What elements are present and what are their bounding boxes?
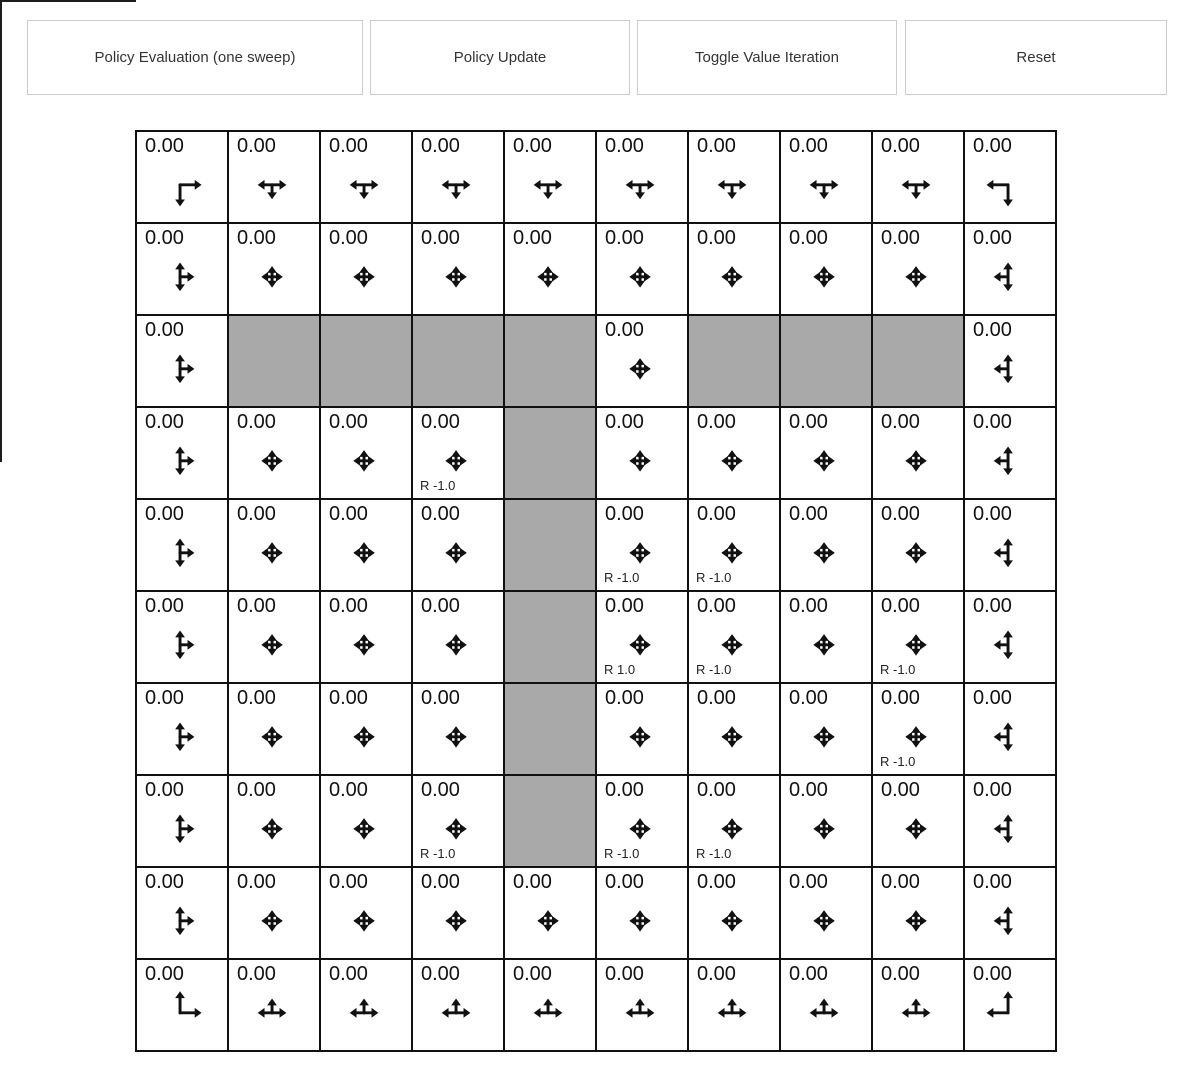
grid-cell-8-3[interactable]	[412, 867, 504, 959]
cell-value: 0.00	[421, 135, 460, 157]
cell-value: 0.00	[697, 963, 736, 985]
policy-arrows-icon	[321, 592, 411, 682]
grid-cell-1-5[interactable]	[596, 223, 688, 315]
policy-arrows-icon	[321, 132, 411, 222]
cell-value: 0.00	[973, 503, 1012, 525]
cell-value: 0.00	[421, 779, 460, 801]
cell-value: 0.00	[973, 779, 1012, 801]
grid-cell-7-5[interactable]	[596, 775, 688, 867]
policy-arrows-icon	[137, 684, 227, 774]
policy-arrows-icon	[597, 960, 687, 1050]
cell-value: 0.00	[605, 319, 644, 341]
cell-value: 0.00	[145, 687, 184, 709]
cell-value: 0.00	[973, 871, 1012, 893]
grid-cell-5-5[interactable]	[596, 591, 688, 683]
grid-cell-8-7[interactable]	[780, 867, 872, 959]
grid-cell-8-2[interactable]	[320, 867, 412, 959]
cell-reward: R -1.0	[880, 754, 916, 769]
cell-value: 0.00	[329, 135, 368, 157]
policy-arrows-icon	[413, 592, 503, 682]
policy-arrows-icon	[137, 408, 227, 498]
policy-arrows-icon	[505, 960, 595, 1050]
cell-value: 0.00	[329, 503, 368, 525]
cell-reward: R -1.0	[696, 570, 732, 585]
window-edge-top	[0, 0, 136, 2]
policy-arrows-icon	[873, 960, 963, 1050]
grid-cell-7-3[interactable]	[412, 775, 504, 867]
cell-value: 0.00	[789, 227, 828, 249]
policy-arrows-icon	[597, 684, 687, 774]
grid-cell-8-6[interactable]	[688, 867, 780, 959]
grid-cell-0-3[interactable]	[412, 131, 504, 223]
grid-cell-0-6[interactable]	[688, 131, 780, 223]
cell-value: 0.00	[697, 595, 736, 617]
grid-cell-9-5[interactable]	[596, 959, 688, 1051]
cell-value: 0.00	[605, 963, 644, 985]
cell-value: 0.00	[605, 227, 644, 249]
grid-cell-3-5[interactable]	[596, 407, 688, 499]
grid-cell-6-3[interactable]	[412, 683, 504, 775]
grid-cell-6-7[interactable]	[780, 683, 872, 775]
grid-cell-9-2[interactable]	[320, 959, 412, 1051]
policy-arrows-icon	[321, 776, 411, 866]
policy-arrows-icon	[965, 684, 1055, 774]
policy-arrows-icon	[229, 132, 319, 222]
grid-cell-0-4[interactable]	[504, 131, 596, 223]
cell-value: 0.00	[697, 871, 736, 893]
cell-value: 0.00	[145, 779, 184, 801]
policy-arrows-icon	[873, 132, 963, 222]
cell-value: 0.00	[329, 411, 368, 433]
cell-reward: R -1.0	[604, 846, 640, 861]
policy-arrows-icon	[597, 132, 687, 222]
cell-value: 0.00	[513, 963, 552, 985]
grid-cell-8-1[interactable]	[228, 867, 320, 959]
grid-cell-wall-2-7	[780, 315, 872, 407]
grid-cell-4-7[interactable]	[780, 499, 872, 591]
grid-cell-4-9[interactable]	[964, 499, 1056, 591]
policy-arrows-icon	[781, 500, 871, 590]
cell-value: 0.00	[881, 411, 920, 433]
policy-arrows-icon	[137, 592, 227, 682]
cell-value: 0.00	[421, 963, 460, 985]
policy-arrows-icon	[965, 592, 1055, 682]
grid-cell-2-9[interactable]	[964, 315, 1056, 407]
cell-value: 0.00	[237, 227, 276, 249]
cell-value: 0.00	[881, 779, 920, 801]
cell-value: 0.00	[697, 687, 736, 709]
cell-value: 0.00	[697, 227, 736, 249]
grid-cell-4-1[interactable]	[228, 499, 320, 591]
policy-arrows-icon	[965, 132, 1055, 222]
policy-arrows-icon	[137, 868, 227, 958]
policy-arrows-icon	[413, 960, 503, 1050]
cell-value: 0.00	[329, 595, 368, 617]
grid-cell-1-1[interactable]	[228, 223, 320, 315]
policy-arrows-icon	[689, 408, 779, 498]
grid-cell-wall-2-6	[688, 315, 780, 407]
policy-arrows-icon	[597, 868, 687, 958]
cell-value: 0.00	[421, 687, 460, 709]
window-edge-left	[0, 0, 2, 462]
cell-value: 0.00	[697, 135, 736, 157]
grid-cell-7-0[interactable]	[136, 775, 228, 867]
policy-arrows-icon	[689, 868, 779, 958]
cell-value: 0.00	[421, 227, 460, 249]
cell-value: 0.00	[605, 779, 644, 801]
cell-value: 0.00	[145, 411, 184, 433]
cell-value: 0.00	[973, 227, 1012, 249]
cell-value: 0.00	[605, 871, 644, 893]
policy-arrows-icon	[597, 224, 687, 314]
policy-arrows-icon	[965, 224, 1055, 314]
cell-reward: R 1.0	[604, 662, 636, 677]
cell-value: 0.00	[329, 963, 368, 985]
grid-cell-0-0[interactable]	[136, 131, 228, 223]
cell-reward: R -1.0	[696, 662, 732, 677]
grid-cell-9-6[interactable]	[688, 959, 780, 1051]
policy-arrows-icon	[965, 500, 1055, 590]
grid-cell-3-6[interactable]	[688, 407, 780, 499]
grid-cell-3-7[interactable]	[780, 407, 872, 499]
policy-arrows-icon	[965, 316, 1055, 406]
cell-value: 0.00	[789, 595, 828, 617]
grid-cell-5-7[interactable]	[780, 591, 872, 683]
cell-value: 0.00	[789, 779, 828, 801]
cell-reward: R -1.0	[420, 846, 456, 861]
grid-cell-wall-2-8	[872, 315, 964, 407]
grid-cell-1-9[interactable]	[964, 223, 1056, 315]
policy-arrows-icon	[321, 500, 411, 590]
grid-cell-5-3[interactable]	[412, 591, 504, 683]
policy-arrows-icon	[229, 408, 319, 498]
grid-cell-0-1[interactable]	[228, 131, 320, 223]
policy-arrows-icon	[689, 132, 779, 222]
policy-evaluation-button[interactable]: Policy Evaluation (one sweep)	[27, 20, 363, 95]
grid-cell-9-1[interactable]	[228, 959, 320, 1051]
cell-value: 0.00	[145, 319, 184, 341]
policy-arrows-icon	[965, 776, 1055, 866]
grid-cell-8-9[interactable]	[964, 867, 1056, 959]
grid-cell-5-9[interactable]	[964, 591, 1056, 683]
grid-cell-7-6[interactable]	[688, 775, 780, 867]
policy-arrows-icon	[229, 960, 319, 1050]
policy-arrows-icon	[321, 684, 411, 774]
grid-cell-7-8[interactable]	[872, 775, 964, 867]
cell-value: 0.00	[605, 687, 644, 709]
grid-cell-7-9[interactable]	[964, 775, 1056, 867]
cell-value: 0.00	[329, 227, 368, 249]
cell-value: 0.00	[145, 871, 184, 893]
cell-value: 0.00	[237, 411, 276, 433]
cell-value: 0.00	[789, 963, 828, 985]
cell-value: 0.00	[973, 319, 1012, 341]
grid-cell-5-1[interactable]	[228, 591, 320, 683]
policy-arrows-icon	[229, 684, 319, 774]
cell-reward: R -1.0	[880, 662, 916, 677]
policy-arrows-icon	[413, 868, 503, 958]
cell-value: 0.00	[421, 411, 460, 433]
cell-value: 0.00	[973, 595, 1012, 617]
cell-reward: R -1.0	[696, 846, 732, 861]
grid-cell-9-4[interactable]	[504, 959, 596, 1051]
policy-arrows-icon	[781, 868, 871, 958]
cell-value: 0.00	[881, 687, 920, 709]
policy-arrows-icon	[965, 960, 1055, 1050]
grid-cell-0-8[interactable]	[872, 131, 964, 223]
cell-value: 0.00	[421, 595, 460, 617]
cell-value: 0.00	[789, 871, 828, 893]
grid-cell-6-6[interactable]	[688, 683, 780, 775]
grid-cell-4-6[interactable]	[688, 499, 780, 591]
grid-cell-3-0[interactable]	[136, 407, 228, 499]
grid-cell-1-2[interactable]	[320, 223, 412, 315]
grid-cell-5-6[interactable]	[688, 591, 780, 683]
grid-cell-7-1[interactable]	[228, 775, 320, 867]
grid-cell-1-0[interactable]	[136, 223, 228, 315]
policy-arrows-icon	[597, 316, 687, 406]
policy-arrows-icon	[781, 224, 871, 314]
cell-value: 0.00	[605, 503, 644, 525]
grid-cell-9-8[interactable]	[872, 959, 964, 1051]
grid-cell-3-9[interactable]	[964, 407, 1056, 499]
grid-cell-8-5[interactable]	[596, 867, 688, 959]
policy-arrows-icon	[413, 224, 503, 314]
cell-value: 0.00	[973, 411, 1012, 433]
grid-cell-6-0[interactable]	[136, 683, 228, 775]
grid-cell-wall-2-2	[320, 315, 412, 407]
cell-value: 0.00	[881, 963, 920, 985]
cell-value: 0.00	[329, 871, 368, 893]
cell-value: 0.00	[973, 135, 1012, 157]
cell-value: 0.00	[329, 687, 368, 709]
policy-arrows-icon	[781, 408, 871, 498]
policy-arrows-icon	[321, 868, 411, 958]
grid-cell-4-5[interactable]	[596, 499, 688, 591]
policy-arrows-icon	[137, 316, 227, 406]
grid-cell-0-5[interactable]	[596, 131, 688, 223]
grid-cell-4-8[interactable]	[872, 499, 964, 591]
policy-arrows-icon	[965, 868, 1055, 958]
grid-cell-3-1[interactable]	[228, 407, 320, 499]
grid-cell-wall-5-4	[504, 591, 596, 683]
grid-cell-5-8[interactable]	[872, 591, 964, 683]
cell-value: 0.00	[789, 687, 828, 709]
policy-arrows-icon	[229, 776, 319, 866]
grid-cell-2-0[interactable]	[136, 315, 228, 407]
grid-cell-5-2[interactable]	[320, 591, 412, 683]
grid-cell-4-2[interactable]	[320, 499, 412, 591]
grid-cell-6-2[interactable]	[320, 683, 412, 775]
policy-arrows-icon	[965, 408, 1055, 498]
cell-value: 0.00	[605, 595, 644, 617]
policy-arrows-icon	[781, 132, 871, 222]
policy-arrows-icon	[873, 500, 963, 590]
cell-value: 0.00	[145, 963, 184, 985]
policy-arrows-icon	[781, 960, 871, 1050]
cell-reward: R -1.0	[604, 570, 640, 585]
cell-value: 0.00	[237, 135, 276, 157]
cell-value: 0.00	[237, 963, 276, 985]
grid-cell-1-3[interactable]	[412, 223, 504, 315]
grid-cell-7-7[interactable]	[780, 775, 872, 867]
policy-arrows-icon	[137, 132, 227, 222]
cell-value: 0.00	[145, 227, 184, 249]
policy-arrows-icon	[321, 224, 411, 314]
policy-arrows-icon	[689, 960, 779, 1050]
grid-cell-3-3[interactable]	[412, 407, 504, 499]
grid-cell-2-5[interactable]	[596, 315, 688, 407]
policy-arrows-icon	[781, 592, 871, 682]
cell-value: 0.00	[881, 227, 920, 249]
cell-value: 0.00	[881, 135, 920, 157]
grid-cell-0-7[interactable]	[780, 131, 872, 223]
policy-arrows-icon	[873, 224, 963, 314]
policy-arrows-icon	[413, 500, 503, 590]
cell-value: 0.00	[237, 595, 276, 617]
grid-cell-3-8[interactable]	[872, 407, 964, 499]
grid-cell-wall-6-4	[504, 683, 596, 775]
grid-cell-1-7[interactable]	[780, 223, 872, 315]
cell-value: 0.00	[697, 779, 736, 801]
policy-arrows-icon	[873, 776, 963, 866]
cell-value: 0.00	[697, 503, 736, 525]
grid-cell-8-4[interactable]	[504, 867, 596, 959]
gridworld-grid	[135, 130, 1057, 1052]
policy-arrows-icon	[781, 776, 871, 866]
policy-arrows-icon	[137, 960, 227, 1050]
cell-value: 0.00	[513, 871, 552, 893]
cell-value: 0.00	[329, 779, 368, 801]
policy-update-button[interactable]: Policy Update	[370, 20, 630, 95]
grid-cell-wall-2-3	[412, 315, 504, 407]
policy-arrows-icon	[505, 224, 595, 314]
policy-arrows-icon	[689, 224, 779, 314]
policy-arrows-icon	[321, 960, 411, 1050]
grid-cell-4-3[interactable]	[412, 499, 504, 591]
cell-value: 0.00	[789, 135, 828, 157]
grid-cell-wall-3-4	[504, 407, 596, 499]
grid-cell-1-6[interactable]	[688, 223, 780, 315]
grid-cell-1-4[interactable]	[504, 223, 596, 315]
grid-cell-9-7[interactable]	[780, 959, 872, 1051]
grid-cell-wall-2-4	[504, 315, 596, 407]
grid-cell-wall-4-4	[504, 499, 596, 591]
grid-cell-3-2[interactable]	[320, 407, 412, 499]
grid-cell-wall-7-4	[504, 775, 596, 867]
policy-arrows-icon	[229, 868, 319, 958]
grid-cell-0-9[interactable]	[964, 131, 1056, 223]
grid-cell-8-8[interactable]	[872, 867, 964, 959]
cell-value: 0.00	[237, 779, 276, 801]
grid-cell-1-8[interactable]	[872, 223, 964, 315]
grid-cell-5-0[interactable]	[136, 591, 228, 683]
policy-arrows-icon	[873, 868, 963, 958]
policy-arrows-icon	[137, 224, 227, 314]
cell-value: 0.00	[145, 595, 184, 617]
cell-value: 0.00	[145, 135, 184, 157]
policy-arrows-icon	[689, 684, 779, 774]
cell-value: 0.00	[513, 135, 552, 157]
policy-arrows-icon	[597, 408, 687, 498]
policy-arrows-icon	[137, 776, 227, 866]
grid-cell-8-0[interactable]	[136, 867, 228, 959]
toolbar	[27, 20, 1167, 95]
cell-value: 0.00	[421, 503, 460, 525]
toggle-value-iteration-button[interactable]: Toggle Value Iteration	[637, 20, 897, 95]
policy-arrows-icon	[781, 684, 871, 774]
cell-value: 0.00	[697, 411, 736, 433]
cell-value: 0.00	[789, 503, 828, 525]
grid-cell-6-8[interactable]	[872, 683, 964, 775]
policy-arrows-icon	[229, 500, 319, 590]
cell-value: 0.00	[789, 411, 828, 433]
cell-value: 0.00	[973, 963, 1012, 985]
cell-value: 0.00	[881, 871, 920, 893]
grid-cell-9-0[interactable]	[136, 959, 228, 1051]
cell-value: 0.00	[881, 503, 920, 525]
cell-value: 0.00	[881, 595, 920, 617]
cell-value: 0.00	[605, 135, 644, 157]
policy-arrows-icon	[873, 408, 963, 498]
grid-cell-9-9[interactable]	[964, 959, 1056, 1051]
grid-cell-wall-2-1	[228, 315, 320, 407]
cell-value: 0.00	[513, 227, 552, 249]
grid-cell-9-3[interactable]	[412, 959, 504, 1051]
cell-value: 0.00	[973, 687, 1012, 709]
grid-cell-0-2[interactable]	[320, 131, 412, 223]
policy-arrows-icon	[505, 132, 595, 222]
cell-value: 0.00	[237, 687, 276, 709]
grid-cell-7-2[interactable]	[320, 775, 412, 867]
policy-arrows-icon	[229, 224, 319, 314]
cell-value: 0.00	[237, 503, 276, 525]
policy-arrows-icon	[413, 132, 503, 222]
policy-arrows-icon	[505, 868, 595, 958]
cell-value: 0.00	[237, 871, 276, 893]
policy-arrows-icon	[413, 684, 503, 774]
cell-value: 0.00	[605, 411, 644, 433]
grid-cell-6-1[interactable]	[228, 683, 320, 775]
cell-reward: R -1.0	[420, 478, 456, 493]
reset-button[interactable]: Reset	[905, 20, 1167, 95]
cell-value: 0.00	[145, 503, 184, 525]
cell-value: 0.00	[421, 871, 460, 893]
policy-arrows-icon	[229, 592, 319, 682]
grid-cell-6-9[interactable]	[964, 683, 1056, 775]
grid-cell-6-5[interactable]	[596, 683, 688, 775]
policy-arrows-icon	[137, 500, 227, 590]
policy-arrows-icon	[321, 408, 411, 498]
grid-cell-4-0[interactable]	[136, 499, 228, 591]
